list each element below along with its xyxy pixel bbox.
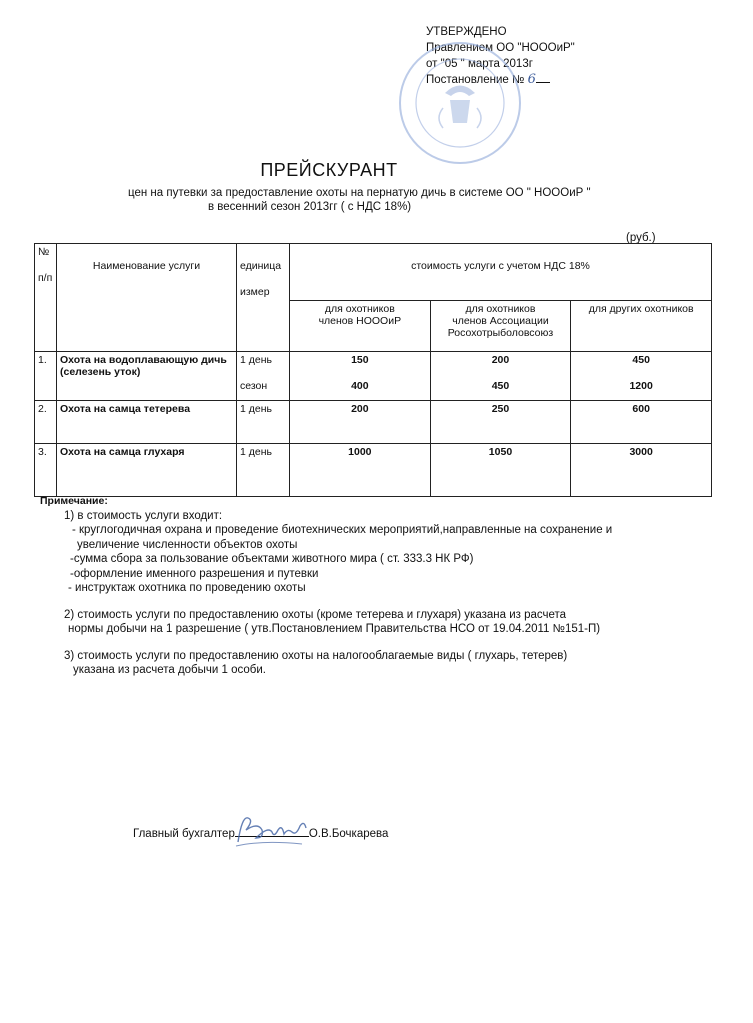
handwritten-signature <box>232 808 310 852</box>
row-service-name: Охота на самца глухаря <box>57 444 237 497</box>
row-unit: 1 день сезон <box>237 352 290 401</box>
note-1-item-cont: увеличение численности объектов охоты <box>77 538 298 551</box>
row-price-association: 1050 <box>430 444 571 497</box>
signature-name: О.В.Бочкарева <box>308 828 389 840</box>
header-num: № п/п <box>35 244 57 352</box>
header-members: для охотников членов НОООиР <box>290 301 431 352</box>
table-row <box>35 401 712 444</box>
note-2: 2) стоимость услуги по предоставлению охоты (кроме тетерева и глухаря) указана из расчета <box>64 608 567 621</box>
approval-date: от "05 " марта 2013г <box>426 58 533 70</box>
table-header-row <box>35 244 712 301</box>
header-unit: единица измер <box>237 244 290 352</box>
table-row <box>35 444 712 497</box>
row-price-members: 150 400 <box>290 352 431 401</box>
row-num: 3. <box>35 444 57 497</box>
row-price-association: 200 450 <box>430 352 571 401</box>
note-3-cont: указана из расчета добычи 1 особи. <box>73 664 266 676</box>
approval-title: УТВЕРЖДЕНО <box>426 26 507 38</box>
note-2-cont: нормы добычи на 1 разрешение ( утв.Постановлением Правительства НСО от 19.04.2011 №151-П) <box>68 623 601 635</box>
table-row <box>35 352 712 401</box>
note-1-item: - круглогодичная охрана и проведение биотехнических мероприятий,направленные на сохранение и <box>72 524 613 536</box>
document-subtitle-line2: в весенний сезон 2013гг ( с НДС 18%) <box>208 201 412 213</box>
row-price-association: 250 <box>430 401 571 444</box>
row-price-members: 200 <box>290 401 431 444</box>
price-table <box>34 243 712 497</box>
header-association: для охотников членов Ассоциации Росохотрыболовсоюз <box>430 301 571 352</box>
approval-board: Правлением ОО "НОООиР" <box>426 42 575 54</box>
row-unit: 1 день <box>237 444 290 497</box>
note-3: 3) стоимость услуги по предоставлению охоты на налогооблагаемые виды ( глухарь, тетерев) <box>64 649 568 662</box>
row-price-others: 450 1200 <box>571 352 712 401</box>
note-1: 1) в стоимость услуги входит: <box>64 509 223 522</box>
row-price-others: 600 <box>571 401 712 444</box>
note-1-item: -оформление именного разрешения и путевки <box>70 567 319 580</box>
signature-position: Главный бухгалтер <box>133 828 235 840</box>
round-stamp <box>395 38 525 168</box>
header-service-name: Наименование услуги <box>57 244 237 352</box>
document-subtitle-line1: цен на путевки за предоставление охоты на пернатую дичь в системе ОО " НОООиР " <box>128 187 591 199</box>
header-others: для других охотников <box>571 301 712 352</box>
note-1-item: - инструктаж охотника по проведению охоты <box>68 582 306 594</box>
row-price-members: 1000 <box>290 444 431 497</box>
note-1-item: -сумма сбора за пользование объектами животного мира ( ст. 333.3 НК РФ) <box>70 553 474 565</box>
row-num: 1. <box>35 352 57 401</box>
row-price-others: 3000 <box>571 444 712 497</box>
document-title: ПРЕЙСКУРАНТ <box>260 160 398 180</box>
row-num: 2. <box>35 401 57 444</box>
approval-resolution-label: Постановление № <box>426 74 525 86</box>
row-service-name: Охота на водоплавающую дичь (селезень уток) <box>57 352 237 401</box>
notes-section <box>40 494 700 678</box>
row-unit: 1 день <box>237 401 290 444</box>
header-cost: стоимость услуги с учетом НДС 18% <box>290 244 712 301</box>
row-service-name: Охота на самца тетерева <box>57 401 237 444</box>
currency-unit: (руб.) <box>626 232 656 244</box>
approval-resolution-number: 6 <box>527 72 536 87</box>
notes-heading: Примечание: <box>40 495 108 507</box>
